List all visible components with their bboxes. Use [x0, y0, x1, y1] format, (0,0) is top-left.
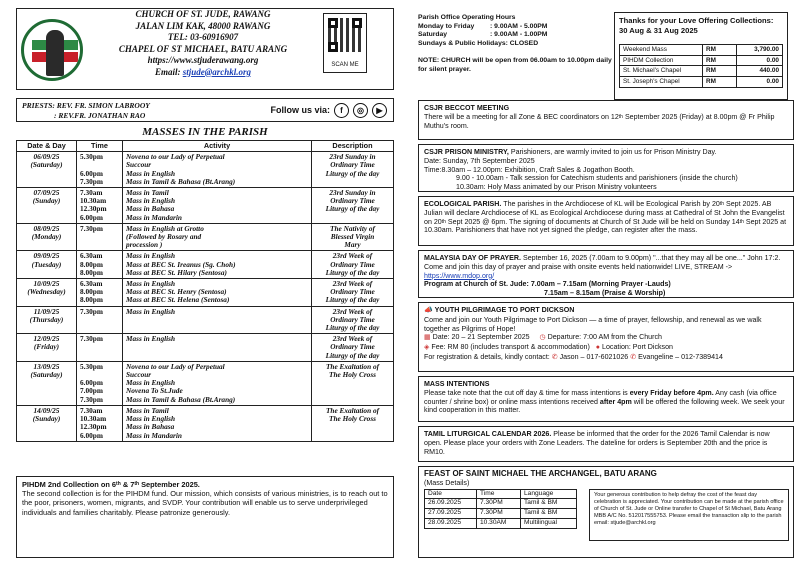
mass-date-line: (Saturday)	[30, 370, 63, 380]
mass-row	[17, 306, 394, 334]
mass-date-line: (Friday)	[33, 342, 60, 352]
mass-desc-line: The Holy Cross	[328, 370, 377, 380]
mass-date-line: 08/09/25	[33, 223, 60, 233]
mass-time-line: 10.30am	[80, 414, 107, 424]
mass-cell-time	[77, 405, 123, 441]
website-link[interactable]: https://www.stjuderawang.org	[147, 55, 259, 65]
prison-time-3: 10.30am: Holy Mass animated by our Prison Ministry volunteers	[456, 183, 657, 192]
mass-time-line: 6.00pm	[80, 168, 103, 178]
mass-desc-line: Liturgy of the day	[325, 350, 380, 360]
mass-cell-act	[123, 223, 312, 251]
offering-box	[614, 12, 788, 100]
mass-time-line: 7.30pm	[80, 306, 103, 316]
feast-row	[425, 518, 577, 528]
mass-act-line: Mass in English at Grotto	[126, 223, 204, 233]
pilgrimage-heading: YOUTH PILGRIMAGE TO PORT DICKSON	[434, 306, 575, 314]
mass-cell-desc	[312, 306, 394, 334]
col-description: Description	[312, 141, 394, 152]
mass-cell-desc	[312, 152, 394, 188]
mass-act-line: Mass in English	[126, 279, 176, 289]
mass-desc-line: 23rd Sunday in	[329, 152, 376, 162]
mass-time-line: 5.30pm	[80, 361, 103, 371]
mass-cell-time	[77, 306, 123, 334]
offering-rm: RM	[703, 66, 737, 77]
mass-time-line: 5.30pm	[80, 152, 103, 162]
pilgrimage-date: Date: 20 – 21 September 2025	[432, 333, 530, 342]
prison-time-1: Time:8.30am – 12.00pm: Exhibition, Craft Sales & Jogathon Booth.	[424, 165, 635, 174]
mass-act-line: Mass in English	[126, 196, 176, 206]
mass-desc-line: Mary	[344, 240, 361, 250]
feast-cell: 26.09.2025	[425, 499, 477, 509]
church-name: CHURCH OF ST. JUDE, RAWANG	[135, 9, 271, 19]
money-icon: ◈	[424, 344, 430, 352]
mass-act-line: Succour	[126, 370, 152, 380]
mass-desc-line: Ordinary Time	[330, 196, 375, 206]
beccot-body: There will be a meeting for all Zone & BEC coordinators on 12th September 2025 (Friday) at 8.00pm @ Fr Philip Muthu's room.	[424, 112, 775, 130]
mass-time-line: 8.00pm	[80, 295, 103, 305]
mass-desc-line: Liturgy of the day	[325, 323, 380, 333]
mass-cell-time	[77, 361, 123, 405]
prayer-heading: MALAYSIA DAY OF PRAYER.	[424, 254, 521, 262]
mass-cell-act	[123, 306, 312, 334]
mass-row	[17, 251, 394, 279]
mass-cell-date	[17, 405, 77, 441]
feast-cell: Tamil & BM	[521, 509, 577, 519]
mass-date-line: (Thursday)	[29, 314, 64, 324]
offering-label: St. Joseph's Chapel	[620, 77, 703, 88]
masses-title: MASSES IN THE PARISH	[142, 126, 268, 138]
mass-cell-date	[17, 361, 77, 405]
mass-cell-date	[17, 279, 77, 307]
prison-heading: CSJR PRISON MINISTRY,	[424, 148, 509, 156]
phone-icon: ✆	[551, 353, 558, 361]
offering-label: St. Michael's Chapel	[620, 66, 703, 77]
mass-act-line: Mass in Tamil & Bahasa (Bt.Arang)	[126, 394, 236, 404]
offering-label: Weekend Mass	[620, 45, 703, 56]
qr-caption: SCAN ME	[331, 62, 359, 68]
mass-desc-line: Liturgy of the day	[325, 295, 380, 305]
mass-act-line: Mass in Bahasa	[126, 422, 175, 432]
mass-cell-date	[17, 251, 77, 279]
prison-intro: Parishioners, are warmly invited to join us for Prison Ministry Day.	[510, 148, 717, 156]
pilgrimage-section	[418, 302, 794, 372]
clock-icon: ◷	[539, 334, 546, 342]
col-time: Time	[77, 141, 123, 152]
mass-time-line: 6.30am	[80, 279, 103, 289]
mass-date-line: 11/09/25	[33, 306, 60, 316]
chapel-name: CHAPEL OF ST MICHAEL, BATU ARANG	[118, 43, 288, 54]
feast-cell: 10.30AM	[477, 518, 521, 528]
feast-cell: Tamil & BM	[521, 499, 577, 509]
mass-desc-line: Liturgy of the day	[325, 267, 380, 277]
mass-row	[17, 279, 394, 307]
mass-cell-time	[77, 188, 123, 224]
pilgrimage-contact: For registration & details, kindly contact:	[424, 352, 550, 361]
tamil-section	[418, 426, 794, 462]
mass-time-line: 7.00pm	[80, 386, 103, 396]
mass-date-line: (Sunday)	[32, 414, 61, 424]
mass-act-line: Novena to our Lady of Perpetual	[126, 152, 225, 162]
mass-cell-time	[77, 223, 123, 251]
parish-logo	[21, 19, 83, 81]
feast-note: Your generous contribution to help defray the cost of the feast day celebration is appreciated. Your contribution can be made at the parish office of Church of St. Jude or Online transfer to Chapel of St Michael, Batu Arang MBB A/C No. 512017555753. Please email the transaction slip to the parish email: stjude@archkl.org	[589, 489, 789, 541]
mass-act-line: Mass in English	[126, 251, 176, 261]
qr-code[interactable]	[323, 13, 367, 73]
pilgrimage-body: Come and join our Youth Pilgrimage to Port Dickson — a time of prayer, fellowship, and renewal as we walk together as Pilgrims of Hope!	[424, 315, 762, 333]
program-2: 7.15am – 8.15am (Praise & Worship)	[544, 289, 666, 298]
feast-cell: 7.30PM	[477, 499, 521, 509]
mass-cell-time	[77, 251, 123, 279]
pilgrimage-fee: Fee: RM 80 (includes transport & accommodation)	[431, 343, 590, 352]
ecological-section	[418, 196, 794, 246]
ecological-body: The parishes in the Archdiocese of KL will be Ecological Parish by 20th Sept 2025. AB Julian will declare Archdiocese of KL as Ecological Archdiocese during mass at Cathedral of St John the Evangelist on 20th Sept 2025 @ 6pm. The signing of documents at Church of St Jude will be held on Sunday 14th Sept 2025 at 10.30am. Parishioners that have not yet signed the pledge, can register after the mass.	[424, 200, 787, 235]
mass-act-line: Mass in Mandarin	[126, 212, 182, 222]
mass-cell-desc	[312, 334, 394, 362]
mass-cell-desc	[312, 279, 394, 307]
mass-time-line: 10.30am	[80, 196, 107, 206]
church-address: JALAN LIM KAK, 48000 RAWANG	[135, 20, 271, 31]
feast-heading: FEAST OF SAINT MICHAEL THE ARCHANGEL, BATU ARANG	[424, 469, 657, 478]
mass-desc-line: The Exaltation of	[325, 405, 380, 415]
mass-date-line: 10/09/25	[33, 279, 60, 289]
intentions-body: Please take note that the cut off day & time for mass intentions is every Friday before 4pm. Any cash (via office counter / shrine box) or online mass intentions received after 4pm will be offered the following week. We seek your kind cooperation in this matter.	[424, 388, 785, 415]
mass-cell-desc	[312, 405, 394, 441]
prayer-body: September 16, 2025 (7.00am to 9.00pm) "...that they may all be one..." John 17:2. Come and join this day of prayer and praise with onsite events held nationwide! LIVE, STREAM ->	[424, 254, 781, 271]
mass-cell-date	[17, 188, 77, 224]
mass-act-line: Novena to our Lady of Perpetual	[126, 361, 225, 371]
ecological-heading: ECOLOGICAL PARISH.	[424, 200, 502, 208]
mass-date-line: (Sunday)	[32, 196, 61, 206]
prison-section	[418, 144, 794, 192]
pihdm-body: The second collection is for the PIHDM fund. Our mission, which consists of various ministries, is to reach out to the poor, prisoners, women, migrants, and SVDP. Your contribution will enable us to serve underprivileged individuals and families charitably. Please patronize generously.	[22, 489, 388, 517]
mass-cell-date	[17, 223, 77, 251]
feast-cell: Multilingual	[521, 518, 577, 528]
beccot-heading: CSJR BECCOT MEETING	[424, 104, 510, 112]
offering-amount: 3,790.00	[737, 45, 783, 56]
priest-line-1: PRIESTS: REV. FR. SIMON LABROOY	[22, 101, 150, 110]
contact-evangeline: Evangeline – 012-7389414	[638, 352, 723, 361]
office-hours	[418, 14, 618, 75]
feast-row	[425, 499, 577, 509]
prison-time-2: 9.00 - 10.00am - Talk session for Catechism students and parishioners (inside the church)	[456, 174, 738, 183]
mass-cell-desc	[312, 223, 394, 251]
mass-time-line: 6.00pm	[80, 378, 103, 388]
offering-rm: RM	[703, 77, 737, 88]
mass-desc-line: 23rd Sunday in	[329, 188, 376, 198]
mass-date-line: 12/09/25	[33, 334, 60, 344]
mass-time-line: 8.00pm	[80, 267, 103, 277]
mass-cell-act	[123, 152, 312, 188]
feast-section	[418, 466, 794, 558]
contact-jason: Jason – 017-6021026	[559, 352, 629, 361]
email-label: Email:	[154, 66, 181, 77]
mass-desc-line: Liturgy of the day	[325, 168, 380, 178]
megaphone-icon: 📣	[424, 307, 433, 314]
mass-date-line: 13/09/25	[33, 361, 60, 371]
calendar-icon: ▦	[424, 334, 431, 342]
mass-desc-line: The Holy Cross	[328, 414, 377, 424]
mass-time-line: 6.30am	[80, 251, 103, 261]
mass-act-line: Mass in Tamil	[126, 405, 169, 415]
prison-date: Date: Sunday, 7th September 2025	[424, 156, 535, 165]
mass-date-line: (Tuesday)	[31, 259, 62, 269]
program-1: 7.00am – 7.15am (Morning Prayer -Lauds)	[530, 280, 671, 289]
tamil-body: Please be informed that the order for the 2026 Tamil Calendar is now open. Please place your orders with Zone Leaders. The dateline for orders is September 20th and the price is RM10.	[424, 430, 770, 456]
mass-desc-line: Ordinary Time	[330, 314, 375, 324]
mass-cell-date	[17, 306, 77, 334]
mass-act-line: Mass in Mandarin	[126, 430, 182, 440]
masses-body	[17, 152, 394, 442]
mass-act-line: Mass in English	[126, 378, 176, 388]
facebook-icon[interactable]: f	[334, 103, 349, 118]
feast-col-time: Time	[477, 489, 521, 499]
mass-desc-line: The Exaltation of	[325, 361, 380, 371]
mass-row	[17, 361, 394, 405]
mass-time-line: 7.30am	[80, 188, 103, 198]
office-closed: Sundays & Public Holidays: CLOSED	[418, 39, 539, 47]
intentions-section	[418, 376, 794, 422]
church-header	[16, 8, 394, 90]
mass-time-line: 7.30pm	[80, 223, 103, 233]
offering-table	[619, 44, 783, 88]
mass-cell-act	[123, 279, 312, 307]
right-page	[404, 0, 796, 566]
feast-col-date: Date	[425, 489, 477, 499]
offering-amount: 0.00	[737, 55, 783, 66]
mass-act-line: Mass at BEC St. Hilary (Sentosa)	[126, 267, 227, 277]
email-link[interactable]: stjude@archkl.org	[182, 66, 251, 77]
mass-act-line: Mass in English	[126, 334, 176, 344]
mass-desc-line: 23rd Week of	[332, 334, 373, 344]
offering-amount: 440.00	[737, 66, 783, 77]
mass-act-line: Novena To St.Jude	[126, 386, 183, 396]
mass-act-line: Mass in Tamil	[126, 188, 169, 198]
mass-date-line: (Monday)	[31, 232, 62, 242]
feast-col-language: Language	[521, 489, 577, 499]
mass-date-line: (Saturday)	[30, 160, 63, 170]
mass-time-line: 7.30pm	[80, 334, 103, 344]
masses-header-row	[17, 141, 394, 152]
offering-title: Thanks for your Love Offering Collections: 30 Aug & 31 Aug 2025	[619, 16, 774, 35]
mass-act-line: Mass at BEC St. Helena (Sentosa)	[126, 295, 230, 305]
offering-row	[620, 55, 783, 66]
feast-sub: (Mass Details)	[424, 478, 470, 487]
offering-row	[620, 66, 783, 77]
mass-row	[17, 223, 394, 251]
mass-desc-line: 23rd Week of	[332, 279, 373, 289]
left-page	[6, 0, 398, 566]
mass-cell-date	[17, 334, 77, 362]
office-row: Saturday : 9.00AM - 1.00PM	[418, 31, 548, 39]
mass-time-line: 6.00pm	[80, 430, 103, 440]
priests-box	[16, 98, 394, 122]
mass-act-line: Mass in English	[126, 168, 176, 178]
mass-time-line: 8.00pm	[80, 259, 103, 269]
mass-time-line: 6.00pm	[80, 212, 103, 222]
mass-date-line: 14/09/25	[33, 405, 60, 415]
mass-desc-line: 23rd Week of	[332, 251, 373, 261]
offering-amount: 0.00	[737, 77, 783, 88]
priest-line-2: : REV.FR. JONATHAN RAO	[54, 110, 146, 120]
mass-time-line: 12.30pm	[80, 422, 107, 432]
mass-desc-line: Ordinary Time	[330, 287, 375, 297]
pihdm-heading: PIHDM 2nd Collection on 6th & 7th September 2025.	[22, 480, 200, 489]
mass-cell-desc	[312, 251, 394, 279]
mass-cell-time	[77, 334, 123, 362]
beccot-section	[418, 100, 794, 140]
feast-table	[424, 489, 577, 529]
mass-date-line: (Wednesday)	[27, 287, 66, 297]
prayer-section	[418, 250, 794, 298]
offering-label: PIHDM Collection	[620, 55, 703, 66]
mass-cell-date	[17, 152, 77, 188]
mass-time-line: 8.00pm	[80, 287, 103, 297]
mass-time-line: 12.30pm	[80, 204, 107, 214]
mass-cell-desc	[312, 188, 394, 224]
masses-table	[16, 140, 394, 442]
mass-desc-line: Liturgy of the day	[325, 204, 380, 214]
mass-cell-act	[123, 405, 312, 441]
youtube-icon[interactable]: ▶	[372, 103, 387, 118]
offering-rm: RM	[703, 45, 737, 56]
program-label: Program at Church of St. Jude:	[424, 280, 529, 289]
follow-label: Follow us via:	[270, 104, 330, 115]
mass-desc-line: Ordinary Time	[330, 342, 375, 352]
mass-cell-act	[123, 361, 312, 405]
mass-act-line: Mass at BEC St. Henry (Sentosa)	[126, 287, 227, 297]
instagram-icon[interactable]: ◎	[353, 103, 368, 118]
mass-time-line: 7.30pm	[80, 394, 103, 404]
mass-act-line: Mass in Tamil & Bahasa (Bt.Arang)	[126, 176, 236, 186]
mass-cell-time	[77, 279, 123, 307]
mass-act-line: procession )	[126, 240, 163, 250]
mass-act-line: Mass in English	[126, 414, 176, 424]
tamil-heading: TAMIL LITURGICAL CALENDAR 2026.	[424, 430, 552, 438]
mass-row	[17, 405, 394, 441]
church-contact	[93, 9, 313, 78]
offering-row	[620, 77, 783, 88]
office-title: Parish Office Operating Hours	[418, 14, 516, 21]
mass-desc-line: 23rd Week of	[332, 306, 373, 316]
phone-icon: ✆	[630, 353, 637, 361]
mass-row	[17, 334, 394, 362]
mass-date-line: 07/09/25	[33, 188, 60, 198]
location-pin-icon: ●	[595, 344, 601, 352]
feast-cell: 28.09.2025	[425, 518, 477, 528]
church-tel: TEL: 03-60916907	[167, 32, 239, 42]
mass-act-line: Mass in Bahasa	[126, 204, 175, 214]
mass-cell-act	[123, 251, 312, 279]
mass-cell-act	[123, 188, 312, 224]
offering-rm: RM	[703, 55, 737, 66]
col-date: Date & Day	[17, 141, 77, 152]
mass-cell-desc	[312, 361, 394, 405]
mass-desc-line: Ordinary Time	[330, 160, 375, 170]
mass-desc-line: The Nativity of	[330, 223, 375, 233]
mass-row	[17, 152, 394, 188]
feast-row	[425, 509, 577, 519]
office-note: NOTE: CHURCH will be open from 06.00am to 10.00pm daily for silent prayer.	[418, 57, 612, 73]
mass-time-line: 7.30am	[80, 405, 103, 415]
mass-row	[17, 188, 394, 224]
mass-cell-time	[77, 152, 123, 188]
feast-cell: 27.09.2025	[425, 509, 477, 519]
mass-date-line: 06/09/25	[33, 152, 60, 162]
prayer-link[interactable]: https://www.mdop.org/	[424, 271, 495, 280]
mass-act-line: Mass at BEC St. Ireanus (Sg. Choh)	[126, 259, 236, 269]
mass-desc-line: Ordinary Time	[330, 259, 375, 269]
follow-us	[270, 103, 387, 118]
mass-desc-line: Blessed Virgin	[330, 232, 375, 242]
mass-act-line: (Followed by Rosary and	[126, 232, 202, 242]
mass-act-line: Mass in English	[126, 306, 176, 316]
mass-act-line: Succour	[126, 160, 152, 170]
pilgrimage-departure: Departure: 7:00 AM from the Church	[547, 333, 662, 342]
mass-date-line: 09/09/25	[33, 251, 60, 261]
pihdm-box	[16, 476, 394, 558]
offering-row	[620, 45, 783, 56]
mass-time-line: 7.30pm	[80, 176, 103, 186]
feast-cell: 7.30PM	[477, 509, 521, 519]
mass-cell-act	[123, 334, 312, 362]
pilgrimage-location: Location: Port Dickson	[602, 343, 673, 352]
office-row: Monday to Friday : 9.00AM - 5.00PM	[418, 22, 548, 30]
col-activity: Activity	[123, 141, 312, 152]
intentions-heading: MASS INTENTIONS	[424, 380, 490, 388]
